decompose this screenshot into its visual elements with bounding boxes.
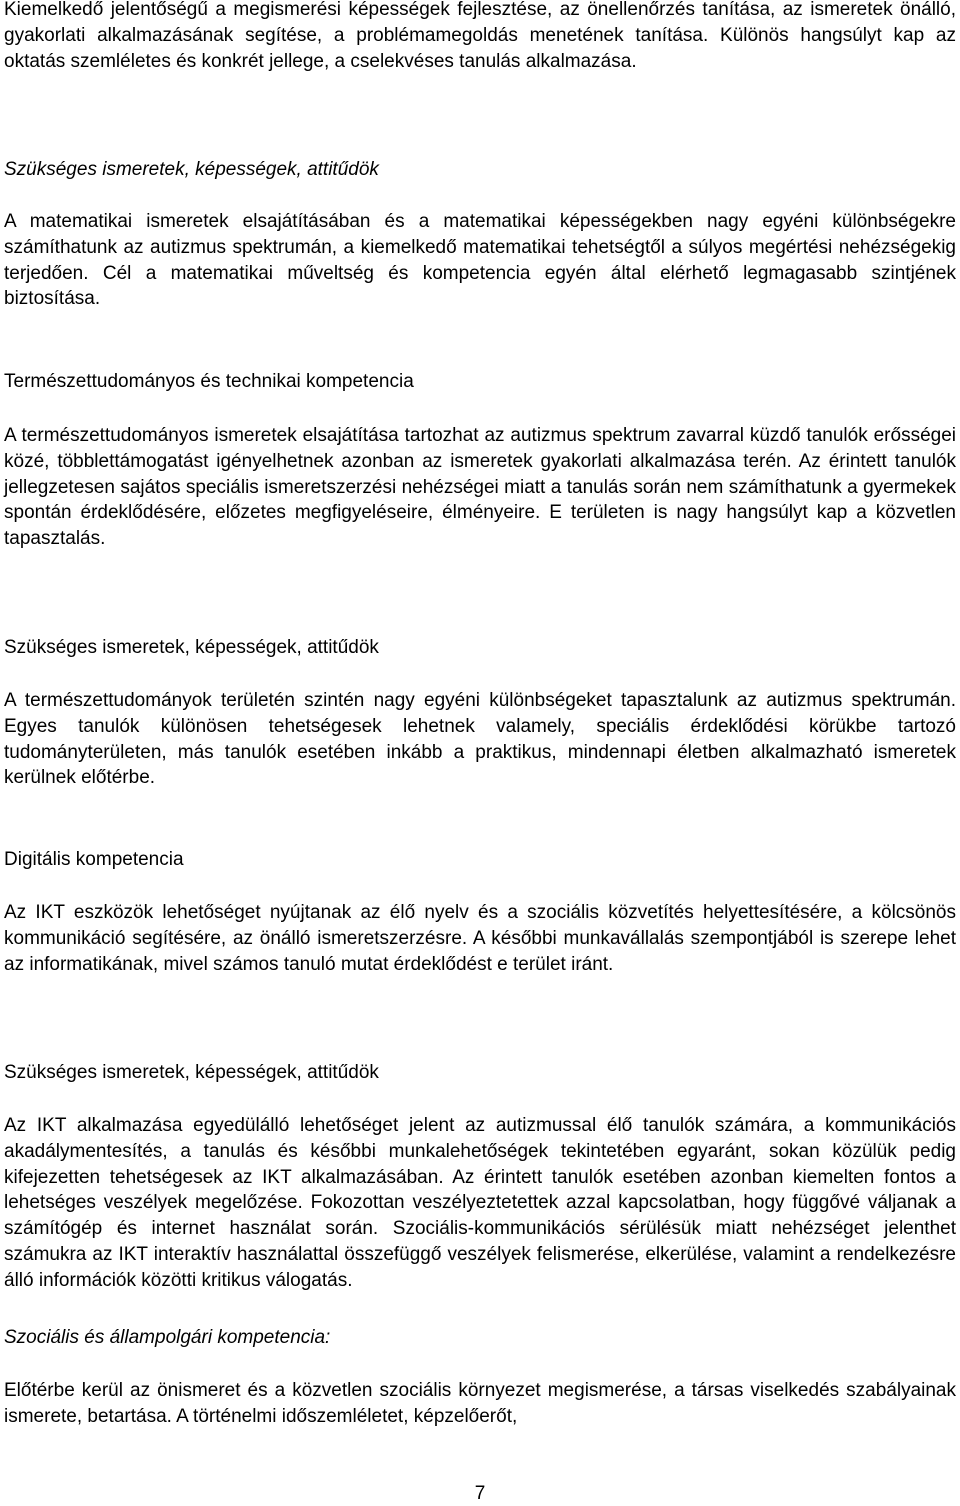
heading-social-competence: Szociális és állampolgári kompetencia: bbox=[4, 1327, 331, 1348]
paragraph-intro: Kiemelkedő jelentőségű a megismerési képességek fejlesztése, az önellenőrzés tanítása, az ismeretek önálló, gyakorlati alkalmazásának segítése, a problémamegoldás menetének tanítása. Különös hangsúlyt kap az oktatás szemléletes és konkrét jellege, a cselekvéses tanulás alkalmazása. bbox=[4, 0, 956, 72]
page-number: 7 bbox=[474, 1483, 486, 1504]
paragraph-social: Előtérbe kerül az önismeret és a közvetlen szociális környezet megismerése, a társas viselkedés szabályainak ismerete, betartása. A történelmi időszemléletet, képzelőerőt, bbox=[4, 1380, 956, 1427]
paragraph-math: A matematikai ismeretek elsajátításában és a matematikai képességekben nagy egyéni különbségekre számíthatunk az autizmus spektrumán, a kiemelkedő matematikai tehetségtől a súlyos megértési nehézségekig terjedően. Cél a matematikai műveltség és kompetencia egyén által elérhető legmagasabb szintjének biztosítása. bbox=[4, 211, 956, 310]
heading-digital-competence: Digitális kompetencia bbox=[4, 849, 184, 870]
heading-math-attitudes: Szükséges ismeretek, képességek, attitűdök bbox=[4, 159, 379, 180]
paragraph-ikt: Az IKT alkalmazása egyedülálló lehetőséget jelent az autizmussal élő tanulók számára, a kommunikációs akadálymentesítés, a tanulás és későbbi munkalehetőségek tekintetében egyaránt, sokan közülük pedig kifejezetten tehetségesek az IKT alkalmazásában. Az érintett tanulók esetében azonban kiemelten fontos a lehetséges veszélyek megelőzése. Fokozottan veszélyeztetettek azzal kapcsolatban, hogy függővé váljanak a számítógép és internet használat során. Szociális-kommunikációs sérülésük miatt nehézséget jelenthet számukra az IKT interaktív használattal összefüggő veszélyek felismerése, elkerülése, valamint a rendelkezésre álló információk közötti kritikus válogatás. bbox=[4, 1115, 956, 1291]
paragraph-digital: Az IKT eszközök lehetőséget nyújtanak az élő nyelv és a szociális közvetítés helyettesítésére, a kölcsönös kommunikáció segítésére, az önálló ismeretszerzésre. A későbbi munkavállalás szempontjából is szerepe lehet az informatikának, mivel számos tanuló mutat érdeklődést e terület iránt. bbox=[4, 902, 956, 975]
paragraph-science-differences: A természettudományok területén szintén nagy egyéni különbségeket tapasztalunk az autizmus spektrumán. Egyes tanulók különösen tehetségesek lehetnek valamely, speciális érdeklődési körükbe tartozó tudományterületen, más tanulók esetében inkább a praktikus, mindennapi életben alkalmazható ismeretek kerülnek előtérbe. bbox=[4, 690, 956, 789]
heading-science-competence: Természettudományos és technikai kompetencia bbox=[4, 371, 414, 392]
paragraph-science: A természettudományos ismeretek elsajátítása tartozhat az autizmus spektrum zavarral küzdő tanulók erősségei közé, többlettámogatást igényelhetnek azonban az ismeretek gyakorlati alkalmazása terén. Az érintett tanulók jellegzetesen sajátos speciális ismeretszerzési nehézségei miatt a tanulás során nem számíthatunk a gyermekek spontán érdeklődésére, előzetes megfigyeléseire, élményeire. E területen is nagy hangsúlyt kap a közvetlen tapasztalás. bbox=[4, 425, 956, 550]
heading-science-attitudes: Szükséges ismeretek, képességek, attitűdök bbox=[4, 637, 379, 658]
heading-digital-attitudes: Szükséges ismeretek, képességek, attitűdök bbox=[4, 1062, 379, 1083]
